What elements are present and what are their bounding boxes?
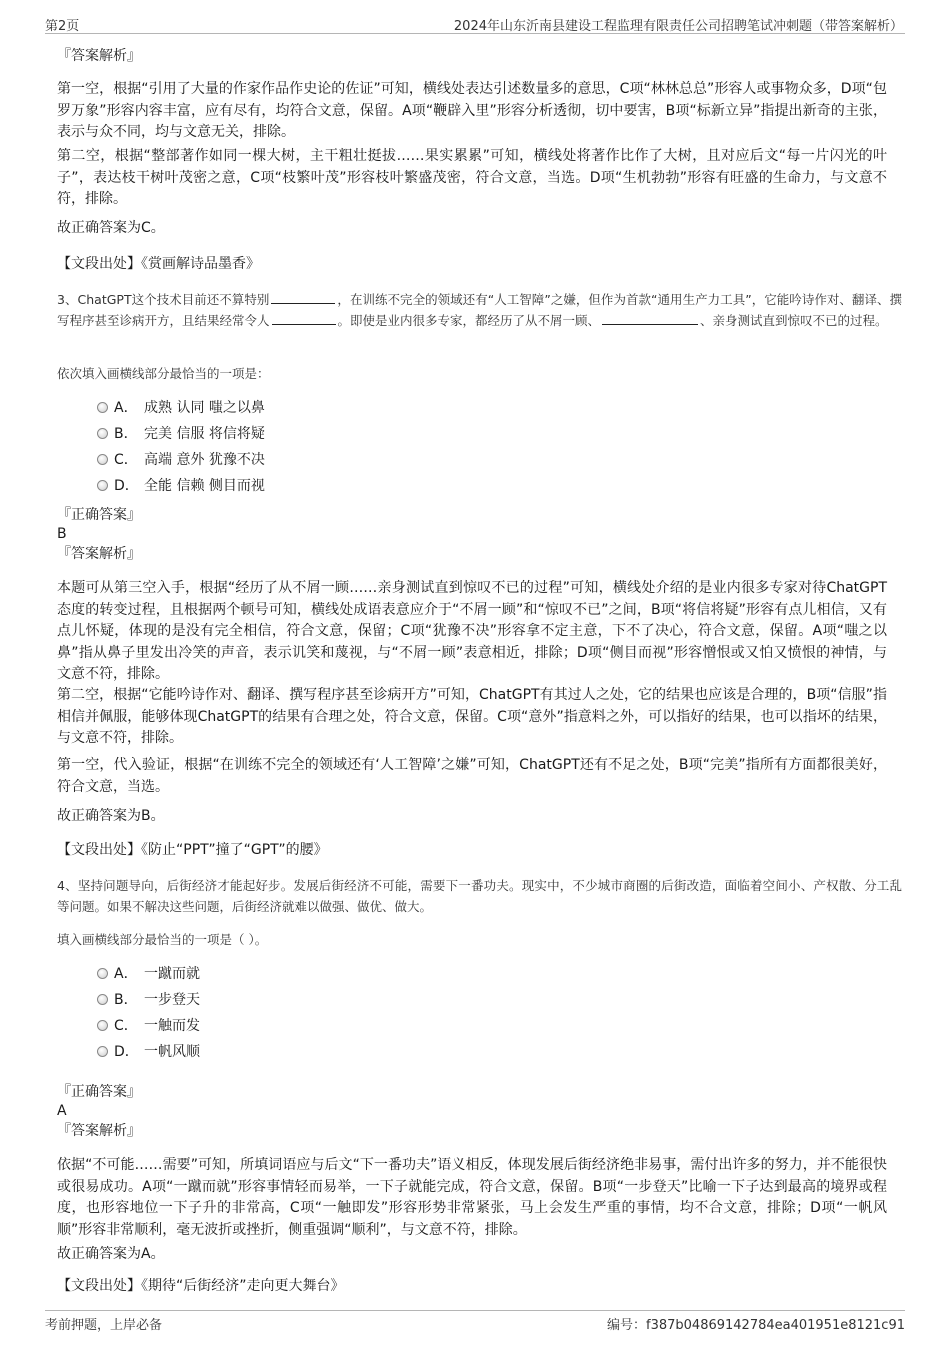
q3-analysis-paragraph-1: 本题可从第三空入手，根据“经历了从不屑一顾……亲身测试直到惊叹不已的过程”可知，横线处介绍的是业内很多专家对待ChatGPT态度的转变过程，且根据两个顿号可知，横线处成语表意应介于“不屑一顾”和“惊叹不已”之间，B项“将信将疑”形容有点儿相信，又有点儿怀疑，体现的是没有完全相信，符合文意，保留；C项“犹豫不决”形容拿不定主意，下不了决心，符合文意，保留。A项“嗤之以鼻”指从鼻子里发出冷笑的声音，表示讥笑和蔑视，与“不屑一顾”表意相近，排除；D项“侧目而视”形容憎恨或又怕又愤恨的神情，与文意不符，排除。 bbox=[57, 580, 887, 682]
q4-option-b-letter: B． bbox=[114, 992, 138, 1008]
q4-option-d-letter: D． bbox=[114, 1044, 139, 1060]
q3-blank-2 bbox=[272, 313, 336, 325]
page-header bbox=[45, 14, 905, 34]
q4-option-a-letter: A． bbox=[114, 966, 138, 982]
page-footer bbox=[45, 1310, 905, 1334]
radio-icon[interactable] bbox=[97, 454, 108, 465]
q3-option-b-text: 完美 信服 将信将疑 bbox=[144, 426, 265, 442]
q3-analysis-paragraph-3: 第一空，代入验证，根据“在训练不完全的领域还有‘人工智障’之嫌”可知，ChatGPT还有不足之处，B项“完美”指所有方面都很美好，符合文意，当选。 bbox=[57, 757, 887, 795]
q2-analysis-label: 『答案解析』 bbox=[57, 48, 141, 64]
footer-code-value: f387b04869142784ea401951e8121c91 bbox=[646, 1318, 905, 1333]
q3-blank-1 bbox=[271, 292, 335, 304]
q4-option-b-text: 一步登天 bbox=[144, 992, 200, 1008]
q2-analysis-paragraph-2: 第二空，根据“整部著作如同一棵大树，主干粗壮挺拔……果实累累”可知，横线处将著作比作了大树，且对应后文“每一片闪光的叶子”，表达枝干树叶茂密之意，C项“枝繁叶茂”形容枝叶繁盛茂密，符合文意，当选。D项“生机勃勃”形容有旺盛的生命力，与文意不符，排除。 bbox=[57, 148, 887, 207]
q3-blank-3 bbox=[602, 313, 698, 325]
q3-prompt: 依次填入画横线部分最恰当的一项是： bbox=[57, 366, 270, 381]
radio-icon[interactable] bbox=[97, 402, 108, 413]
q3-option-a-text: 成熟 认同 嗤之以鼻 bbox=[144, 400, 265, 416]
q3-option-b[interactable] bbox=[97, 423, 265, 445]
q4-conclusion: 故正确答案为A。 bbox=[57, 1246, 165, 1262]
q3-stem-part-4: 、亲身测试直到惊叹不已的过程。 bbox=[700, 313, 888, 328]
q3-option-b-letter: B． bbox=[114, 426, 138, 442]
q3-option-d[interactable] bbox=[97, 475, 265, 497]
q3-stem-part-1: 3、ChatGPT这个技术目前还不算特别 bbox=[57, 292, 270, 307]
q3-option-d-text: 全能 信赖 侧目而视 bbox=[144, 478, 265, 494]
q4-source: 【文段出处】《期待“后街经济”走向更大舞台》 bbox=[57, 1278, 345, 1294]
q3-source: 【文段出处】《防止“PPT”撞了“GPT”的腰》 bbox=[57, 842, 328, 858]
q2-analysis-paragraph-1: 第一空，根据“引用了大量的作家作品作史论的佐证”可知，横线处表达引述数量多的意思，C项“林林总总”形容人或事物众多，D项“包罗万象”形容内容丰富，应有尽有，均符合文意，保留。A项“鞭辟入里”形容分析透彻，切中要害，B项“标新立异”指提出新奇的主张，表示与众不同，均与文意无关，排除。 bbox=[57, 81, 887, 140]
radio-icon[interactable] bbox=[97, 1046, 108, 1057]
q3-analysis-paragraph-2: 第二空，根据“它能吟诗作对、翻译、撰写程序甚至诊病开方”可知，ChatGPT有其过人之处，它的结果也应该是合理的，B项“信服”指相信并佩服，能够体现ChatGPT的结果有合理之处，符合文意，保留。C项“意外”指意料之外，可以指好的结果，也可以指坏的结果，与文意不符，排除。 bbox=[57, 687, 887, 746]
document-title: 2024年山东沂南县建设工程监理有限责任公司招聘笔试冲刺题（带答案解析） bbox=[453, 19, 903, 34]
q3-correct-label: 『正确答案』 bbox=[57, 507, 141, 523]
q3-option-c[interactable] bbox=[97, 449, 265, 471]
q3-analysis-label: 『答案解析』 bbox=[57, 546, 141, 562]
q4-analysis-label: 『答案解析』 bbox=[57, 1123, 141, 1139]
radio-icon[interactable] bbox=[97, 968, 108, 979]
q4-stem: 4、坚持问题导向，后街经济才能起好步。发展后街经济不可能，需要下一番功夫。现实中，不少城市商圈的后街改造，面临着空间小、产权散、分工乱等问题。如果不解决这些问题，后街经济就难以做强、做优、做大。 bbox=[57, 878, 902, 914]
q3-option-a[interactable] bbox=[97, 397, 265, 419]
q3-option-d-letter: D． bbox=[114, 478, 139, 494]
q4-option-c[interactable] bbox=[97, 1015, 200, 1037]
q3-stem-part-2: ，在训练不完全的领域还有“人工智障”之嫌，但作为首款“通用生产力工具”，它能吟诗作对、翻译、撰写程序甚至诊病开方，且结果经常令人 bbox=[57, 292, 902, 328]
q3-correct-value: B bbox=[57, 526, 67, 542]
q4-option-a-text: 一蹴而就 bbox=[144, 966, 200, 982]
q4-option-a[interactable] bbox=[97, 963, 200, 985]
q4-option-c-letter: C． bbox=[114, 1018, 138, 1034]
footer-slogan: 考前押题，上岸必备 bbox=[45, 1318, 163, 1333]
footer-code bbox=[607, 1314, 905, 1333]
q3-option-c-letter: C． bbox=[114, 452, 138, 468]
q4-correct-label: 『正确答案』 bbox=[57, 1084, 141, 1100]
q4-prompt: 填入画横线部分最恰当的一项是（ ）。 bbox=[57, 932, 268, 947]
radio-icon[interactable] bbox=[97, 994, 108, 1005]
q4-analysis-paragraph-1: 依据“不可能……需要”可知，所填词语应与后文“下一番功夫”语义相反，体现发展后街经济绝非易事，需付出许多的努力，并不能很快或很易成功。A项“一蹴而就”形容事情轻而易举，一下子就能完成，符合文意，保留。B项“一步登天”比喻一下子达到最高的境界或程度，也形容地位一下子升的非常高，C项“一触即发”形容形势非常紧张，马上会发生严重的事情，均不合文意，排除；D项“一帆风顺”形容非常顺利，毫无波折或挫折，侧重强调“顺利”，与文意不符，排除。 bbox=[57, 1157, 887, 1238]
q3-option-a-letter: A． bbox=[114, 400, 138, 416]
q4-option-b[interactable] bbox=[97, 989, 200, 1011]
q3-stem-part-3: 。即使是业内很多专家，都经历了从不屑一顾、 bbox=[337, 313, 601, 328]
q4-option-d-text: 一帆风顺 bbox=[144, 1044, 200, 1060]
page-number: 第2页 bbox=[45, 19, 80, 34]
q3-conclusion: 故正确答案为B。 bbox=[57, 808, 165, 824]
footer-code-label: 编号： bbox=[607, 1318, 647, 1333]
radio-icon[interactable] bbox=[97, 428, 108, 439]
q4-option-d[interactable] bbox=[97, 1041, 200, 1063]
radio-icon[interactable] bbox=[97, 1020, 108, 1031]
q3-stem bbox=[57, 289, 902, 331]
q2-conclusion: 故正确答案为C。 bbox=[57, 220, 165, 236]
q2-source: 【文段出处】《赏画解诗品墨香》 bbox=[57, 256, 260, 272]
q4-option-c-text: 一触而发 bbox=[144, 1018, 200, 1034]
q4-correct-value: A bbox=[57, 1103, 67, 1119]
q3-option-c-text: 高端 意外 犹豫不决 bbox=[144, 452, 265, 468]
radio-icon[interactable] bbox=[97, 480, 108, 491]
